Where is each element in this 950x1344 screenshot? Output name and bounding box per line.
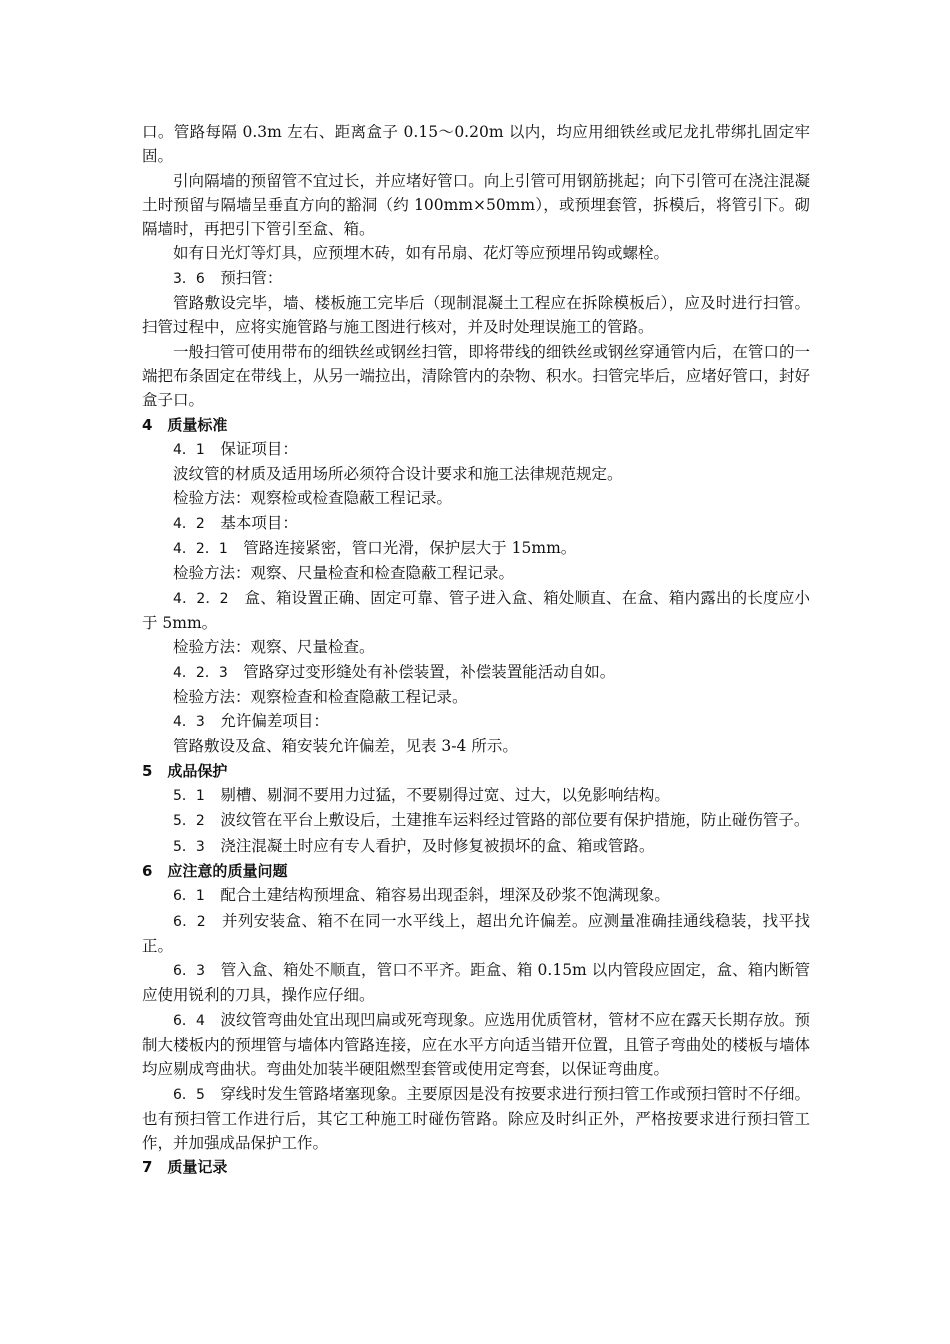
item-number: 4．2．1 <box>173 541 228 558</box>
item-text: 基本项目： <box>220 513 298 532</box>
section-heading: 7 质量记录 <box>142 1158 228 1177</box>
numbered-item <box>142 437 810 462</box>
item-number: 4．2 <box>173 515 205 532</box>
numbered-item <box>142 1082 810 1156</box>
item-text: 允许偏差项目： <box>220 712 329 731</box>
item-number: 5．2 <box>173 813 205 830</box>
item-number: 5．1 <box>173 788 205 805</box>
body-paragraph: 检验方法：观察检或检查隐蔽工程记录。 <box>173 489 453 508</box>
numbered-item <box>142 660 810 685</box>
item-number: 6．2 <box>173 913 206 930</box>
body-paragraph: 检验方法：观察、尺量检查和检查隐蔽工程记录。 <box>173 564 515 583</box>
body-paragraph: 如有日光灯等灯具，应预埋木砖，如有吊扇、花灯等应预埋吊钩或螺栓。 <box>173 244 670 263</box>
item-text: 浇注混凝土时应有专人看护，及时修复被损坏的盒、箱或管路。 <box>220 836 655 855</box>
numbered-item <box>142 536 810 561</box>
item-number: 6．1 <box>173 888 205 905</box>
item-text: 波纹管弯曲处宜出现凹扁或死弯现象。应选用优质管材，管材不应在露天长期存放。预制大楼板内的预埋管与墙体内管路连接，应在水平方向适当错开位置，且管子弯曲处的楼板与墙体均应剔成弯曲状。弯曲处加装半硬阻燃型套管或使用定弯套，以保证弯曲度。 <box>142 1010 810 1079</box>
numbered-item <box>142 834 810 859</box>
item-text: 盒、箱设置正确、固定可靠、管子进入盒、箱处顺直、在盒、箱内露出的长度应小于 5mm。 <box>142 588 810 632</box>
item-text: 配合土建结构预埋盒、箱容易出现歪斜，埋深及砂浆不饱满现象。 <box>220 886 670 905</box>
item-number: 6．5 <box>173 1086 205 1103</box>
numbered-item <box>142 909 810 959</box>
body-paragraph: 检验方法：观察、尺量检查。 <box>173 638 375 657</box>
numbered-item <box>142 808 810 833</box>
body-paragraph: 口。管路每隔 0.3m 左右、距离盒子 0.15～0.20m 以内，均应用细铁丝或尼龙扎带绑扎固定牢固。 <box>142 123 810 166</box>
item-text: 预扫管： <box>220 268 283 287</box>
item-number: 4．1 <box>173 441 205 458</box>
item-number: 4．2．3 <box>173 664 228 681</box>
body-paragraph: 一般扫管可使用带布的细铁丝或钢丝扫管，即将带线的细铁丝或钢丝穿通管内后，在管口的一端把布条固定在带线上，从另一端拉出，清除管内的杂物、积水。扫管完毕后，应堵好管口，封好盒子口。 <box>142 342 810 410</box>
section-heading: 6 应注意的质量问题 <box>142 861 288 880</box>
item-text: 波纹管在平台上敷设后，土建推车运料经过管路的部位要有保护措施，防止碰伤管子。 <box>220 811 810 830</box>
numbered-item <box>142 783 810 808</box>
numbered-item <box>142 266 810 291</box>
item-text: 管路连接紧密，管口光滑，保护层大于 15mm。 <box>243 539 577 558</box>
section-heading: 4 质量标准 <box>142 415 228 434</box>
document-page <box>142 120 810 1180</box>
item-text: 管路穿过变形缝处有补偿装置，补偿装置能活动自如。 <box>243 662 616 681</box>
item-number: 4．3 <box>173 714 205 731</box>
item-text: 管入盒、箱处不顺直，管口不平齐。距盒、箱 0.15m 以内管段应固定，盒、箱内断管应使用锐利的刀具，操作应仔细。 <box>142 961 810 1005</box>
item-number: 4．2．2 <box>173 590 229 607</box>
item-number: 6．4 <box>173 1012 205 1029</box>
numbered-item <box>142 1008 810 1082</box>
body-paragraph: 引向隔墙的预留管不宜过长，并应堵好管口。向上引管可用钢筋挑起；向下引管可在浇注混凝土时预留与隔墙呈垂直方向的豁洞（约 100mm×50mm），或预埋套管，拆模后，将管引下。砌隔墙时，再把引下管引至盒、箱。 <box>142 171 810 239</box>
item-number: 5．3 <box>173 838 205 855</box>
body-paragraph: 管路敷设完毕，墙、楼板施工完毕后（现制混凝土工程应在拆除模板后），应及时进行扫管。扫管过程中，应将实施管路与施工图进行核对，并及时处理误施工的管路。 <box>142 294 810 337</box>
item-number: 6．3 <box>173 963 205 980</box>
section-heading: 5 成品保护 <box>142 761 228 780</box>
body-paragraph: 波纹管的材质及适用场所必须符合设计要求和施工法律规范规定。 <box>173 465 623 484</box>
item-text: 剔槽、剔洞不要用力过猛，不要剔得过宽、过大，以免影响结构。 <box>220 786 670 805</box>
item-text: 并列安装盒、箱不在同一水平线上，超出允许偏差。应测量准确挂通线稳装，找平找正。 <box>142 911 810 955</box>
body-paragraph: 管路敷设及盒、箱安装允许偏差，见表 3-4 所示。 <box>173 737 518 756</box>
numbered-item <box>142 883 810 908</box>
body-paragraph: 检验方法：观察检查和检查隐蔽工程记录。 <box>173 687 468 706</box>
numbered-item <box>142 709 810 734</box>
item-number: 3．6 <box>173 270 205 287</box>
numbered-item <box>142 511 810 536</box>
numbered-item <box>142 586 810 636</box>
item-text: 穿线时发生管路堵塞现象。主要原因是没有按要求进行预扫管工作或预扫管时不仔细。也有预扫管工作进行后，其它工种施工时碰伤管路。除应及时纠正外，严格按要求进行预扫管工作，并加强成品保护工作。 <box>142 1084 810 1153</box>
item-text: 保证项目： <box>220 439 298 458</box>
numbered-item <box>142 958 810 1008</box>
